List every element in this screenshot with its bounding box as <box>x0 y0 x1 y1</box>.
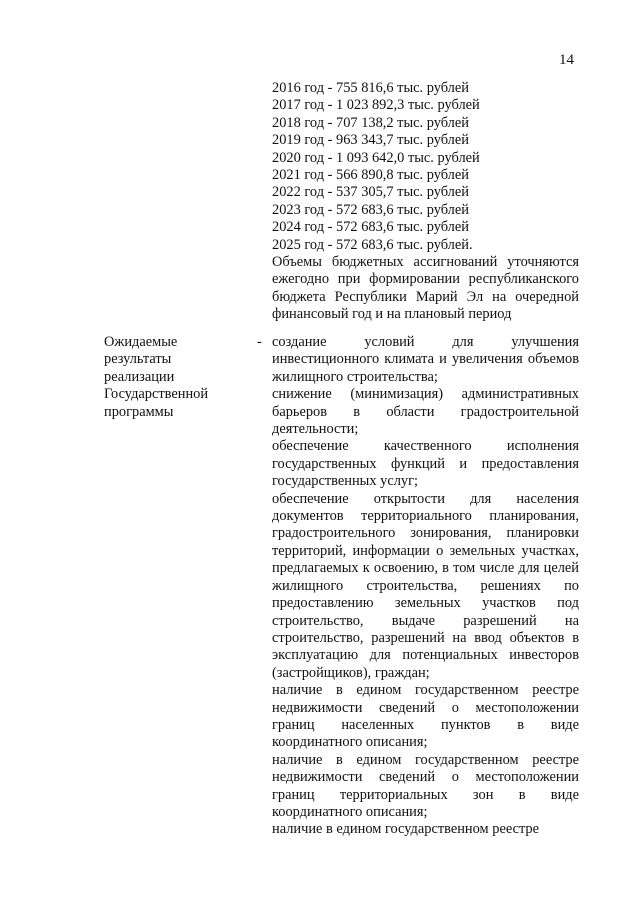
budget-line-2023: 2023 год - 572 683,6 тыс. рублей <box>272 201 469 218</box>
result-item: наличие в едином государственном реестре <box>272 821 540 838</box>
budget-line-2017: 2017 год - 1 023 892,3 тыс. рублей <box>272 97 480 114</box>
budget-line-2019: 2019 год - 963 343,7 тыс. рублей <box>272 132 469 149</box>
result-item: обеспечение качественного исполнения государственных функций и предоставления государственных услуг; <box>272 438 579 490</box>
expected-results-list <box>272 334 579 839</box>
budget-line-2020: 2020 год - 1 093 642,0 тыс. рублей <box>272 149 480 166</box>
expected-results-label: Ожидаемые результаты реализации Государственной программы <box>104 334 209 420</box>
budget-line-2025: 2025 год - 572 683,6 тыс. рублей. <box>272 236 473 253</box>
budget-line-2021: 2021 год - 566 890,8 тыс. рублей <box>272 167 469 184</box>
result-item: снижение (минимизация) административных барьеров в области градостроительной деятельности; <box>272 386 579 438</box>
budget-line-2024: 2024 год - 572 683,6 тыс. рублей <box>272 219 469 236</box>
budget-line-2018: 2018 год - 707 138,2 тыс. рублей <box>272 114 469 131</box>
budget-line-2016: 2016 год - 755 816,6 тыс. рублей <box>272 80 469 96</box>
result-item: наличие в едином государственном реестре недвижимости сведений о местоположении границ территориальных зон в виде координатного описания; <box>272 751 579 820</box>
result-item: обеспечение открытости для населения документов территориального планирования, градостроительного зонирования, планировки территорий, информации о земельных участках, предлагаемых к освоению, в том числе для целей жилищного строительства, решениях по предоставлению земельных участков под строительство, выдаче разрешений на строительство, разрешений на ввод объектов в эксплуатацию для потенциальных инвесторов (застройщиков), граждан; <box>272 490 579 681</box>
budget-block <box>272 80 579 324</box>
budget-line-2022: 2022 год - 537 305,7 тыс. рублей <box>272 184 469 201</box>
budget-note: Объемы бюджетных ассигнований уточняются ежегодно при формировании республиканского бюджета Республики Марий Эл на очередной финансовый год и на плановый период <box>272 254 579 323</box>
page-number: 14 <box>559 52 574 68</box>
label-dash: - <box>257 334 262 350</box>
result-item: наличие в едином государственном реестре недвижимости сведений о местоположении границ населенных пунктов в виде координатного описания; <box>272 682 579 751</box>
result-item: создание условий для улучшения инвестиционного климата и увеличения объемов жилищного строительства; <box>272 334 579 385</box>
